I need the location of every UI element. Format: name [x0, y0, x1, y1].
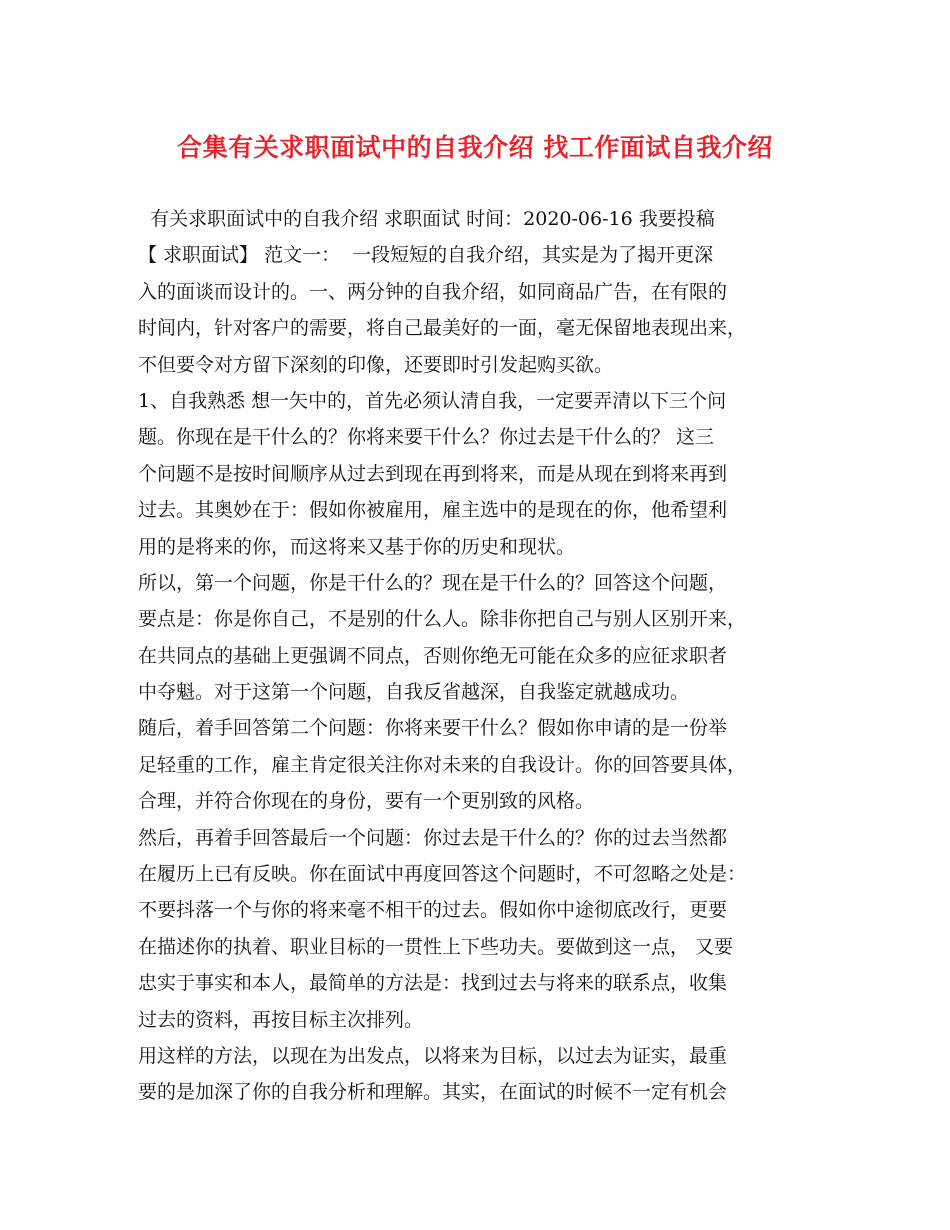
body-line: 在描述你的执着、职业目标的一贯性上下些功夫。要做到这一点， 又要 — [138, 935, 734, 958]
body-line: 合理，并符合你现在的身份，要有一个更别致的风格。 — [138, 790, 595, 813]
body-line: 不要抖落一个与你的将来毫不相干的过去。假如你中途彻底改行，更要 — [138, 899, 728, 922]
body-line: 足轻重的工作，雇主肯定很关注你对未来的自我设计。你的回答要具体， — [138, 753, 747, 776]
body-line: 1、自我熟悉 想一矢中的，首先必须认清自我，一定要弄清以下三个问 — [138, 389, 727, 412]
body-line: 【 求职面试】 范文一： 一段短短的自我介绍，其实是为了揭开更深 — [138, 244, 714, 267]
body-line: 不但要令对方留下深刻的印像，还要即时引发起购买欲。 — [138, 353, 614, 376]
body-line: 然后，再着手回答最后一个问题：你过去是干什么的？你的过去当然都 — [138, 826, 728, 849]
body-line: 中夺魁。对于这第一个问题，自我反省越深，自我鉴定就越成功。 — [138, 681, 690, 704]
body-line: 所以，第一个问题，你是干什么的？现在是干什么的？回答这个问题， — [138, 571, 728, 594]
body-line: 个问题不是按时间顺序从过去到现在再到将来，而是从现在到将来再到 — [138, 462, 728, 485]
body-line: 有关求职面试中的自我介绍 求职面试 时间：2020-06-16 我要投稿 — [138, 208, 715, 230]
document-title: 合集有关求职面试中的自我介绍 找工作面试自我介绍 — [177, 133, 773, 162]
body-line: 入的面谈而设计的。一、两分钟的自我介绍，如同商品广告，在有限的 — [138, 280, 728, 303]
body-line: 忠实于事实和本人，最简单的方法是：找到过去与将来的联系点，收集 — [138, 972, 728, 995]
body-line: 题。你现在是干什么的？你将来要干什么？你过去是干什么的？ 这三 — [138, 426, 715, 449]
body-line: 过去的资料，再按目标主次排列。 — [138, 1008, 424, 1031]
body-line: 在共同点的基础上更强调不同点，否则你绝无可能在众多的应征求职者 — [138, 644, 728, 667]
body-line: 在履历上已有反映。你在面试中再度回答这个问题时，不可忽略之处是： — [138, 863, 747, 886]
body-line: 要的是加深了你的自我分析和理解。其实，在面试的时候不一定有机会 — [138, 1081, 728, 1104]
body-line: 时间内，针对客户的需要，将自己最美好的一面，毫无保留地表现出来， — [138, 317, 747, 340]
body-line: 要点是：你是你自己，不是别的什么人。除非你把自己与别人区别开来， — [138, 608, 747, 631]
document-body — [138, 201, 818, 1111]
body-line: 用这样的方法，以现在为出发点，以将来为目标，以过去为证实，最重 — [138, 1044, 728, 1067]
body-line: 随后，着手回答第二个问题：你将来要干什么？假如你申请的是一份举 — [138, 717, 728, 740]
body-line: 用的是将来的你，而这将来又基于你的历史和现状。 — [138, 535, 576, 558]
body-line: 过去。其奥妙在于：假如你被雇用，雇主选中的是现在的你，他希望利 — [138, 499, 728, 522]
